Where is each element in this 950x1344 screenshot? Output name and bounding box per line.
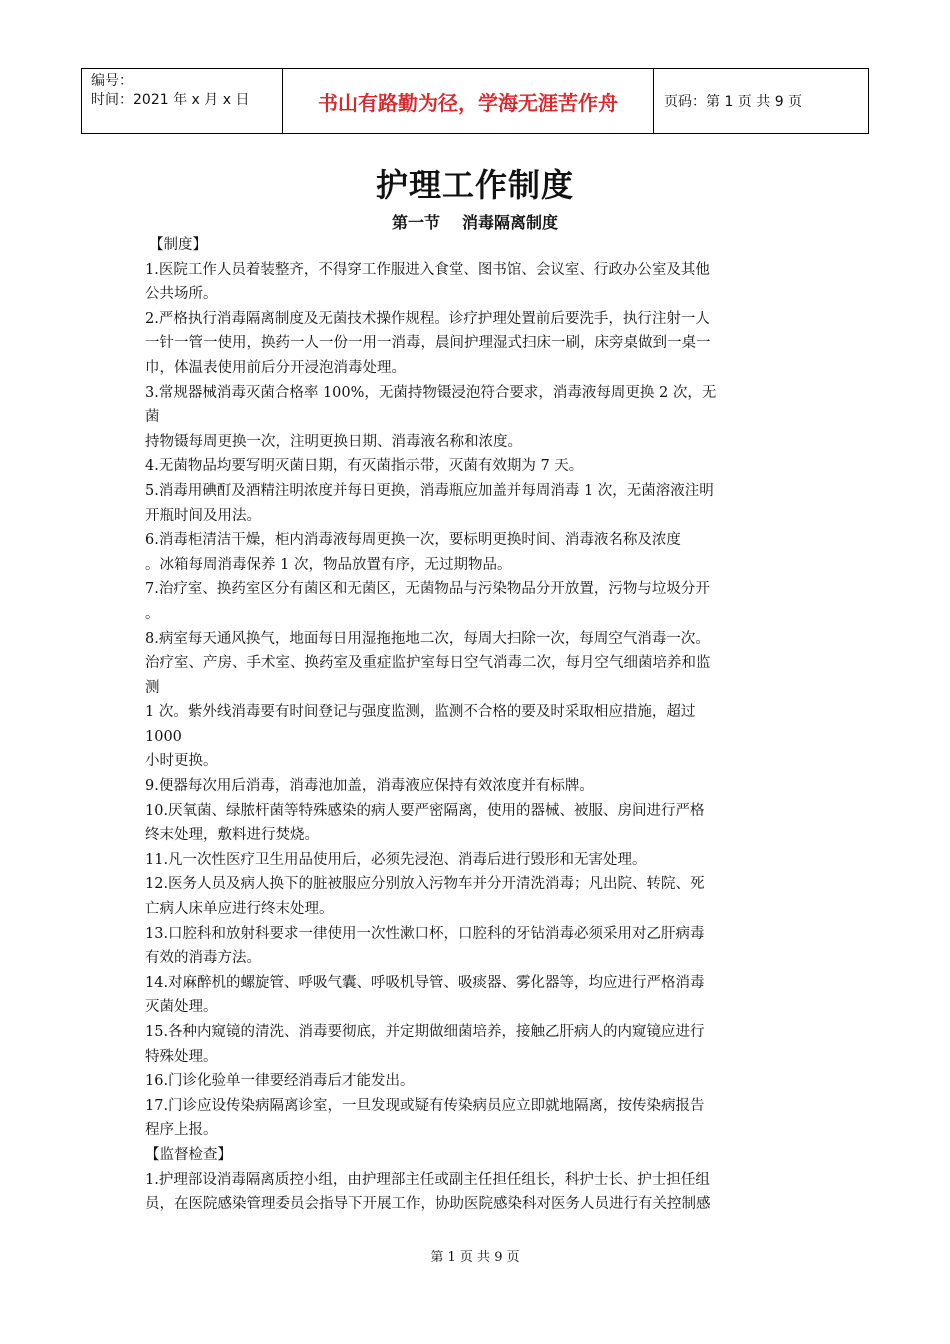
body-line: 小时更换。 [145, 753, 218, 770]
body-line: 1.护理部设消毒隔离质控小组，由护理部主任或副主任担任组长，科护士长、护士担任组 [145, 1171, 710, 1188]
body-line: 11.凡一次性医疗卫生用品使用后，必须先浸泡、消毒后进行毁形和无害处理。 [145, 851, 647, 868]
body-line: 菌 [145, 409, 160, 426]
body-line: 10.厌氧菌、绿脓杆菌等特殊感染的病人要严密隔离，使用的器械、被服、房间进行严格 [145, 802, 705, 819]
section-name: 消毒隔离制度 [462, 213, 559, 232]
body-line: 测 [145, 679, 160, 696]
body-line: 5.消毒用碘酊及酒精注明浓度并每日更换，消毒瓶应加盖并每周消毒 1 次，无菌溶液注明 [145, 482, 714, 499]
body-line: 巾，体温表使用前后分开浸泡消毒处理。 [145, 359, 406, 376]
document-title: 护理工作制度 [375, 166, 574, 204]
time-label: 时间：2021 年 x 月 x 日 [91, 92, 250, 108]
body-line: 。 [145, 605, 160, 622]
body-line: 9.便器每次用后消毒，消毒池加盖，消毒液应保持有效浓度并有标牌。 [145, 778, 594, 795]
body-line: 17.门诊应设传染病隔离诊室，一旦发现或疑有传染病员应立即就地隔离，按传染病报告 [145, 1097, 705, 1114]
body-line: 员，在医院感染管理委员会指导下开展工作，协助医院感染科对医务人员进行有关控制感 [145, 1196, 711, 1213]
page-info: 页码：第 1 页 共 9 页 [664, 94, 803, 110]
body-line: 8.病室每天通风换气，地面每日用湿拖拖地二次，每周大扫除一次，每周空气消毒一次。 [145, 630, 710, 647]
page-footer: 第 1 页 共 9 页 [430, 1250, 520, 1265]
body-line: 【制度】 [149, 237, 207, 253]
body-line: 1 次。紫外线消毒要有时间登记与强度监测，监测不合格的要及时采取相应措施，超过 [145, 704, 696, 721]
header-meta [82, 69, 283, 133]
body-line: 14.对麻醉机的螺旋管、呼吸气囊、呼吸机导管、吸痰器、雾化器等，均应进行严格消毒 [145, 974, 705, 991]
body-line: 【监督检查】 [145, 1146, 232, 1163]
body-line: 公共场所。 [145, 286, 218, 303]
body-line: 亡病人床单应进行终末处理。 [145, 901, 334, 918]
body-line: 一针一管一使用，换药一人一份一用一消毒，晨间护理湿式扫床一刷，床旁桌做到一桌一 [145, 335, 711, 352]
body-line: 特殊处理。 [145, 1048, 218, 1065]
body-line: 2.严格执行消毒隔离制度及无菌技术操作规程。诊疗护理处置前后要洗手，执行注射一人 [145, 310, 710, 327]
section-title [0, 210, 950, 233]
body-line: 6.消毒柜清洁干燥，柜内消毒液每周更换一次，要标明更换时间、消毒液名称及浓度 [145, 532, 681, 549]
body-line: 1000 [145, 728, 182, 745]
page-header [81, 68, 869, 134]
section-number: 第一节 [391, 213, 440, 232]
body-line: 灭菌处理。 [145, 999, 218, 1016]
body-line: 治疗室、产房、手术室、换药室及重症监护室每日空气消毒二次，每月空气细菌培养和监 [145, 655, 711, 672]
body-line: 终末处理，敷料进行焚烧。 [145, 827, 319, 844]
body-line: 持物镊每周更换一次，注明更换日期、消毒液名称和浓度。 [145, 433, 522, 450]
body-line: 程序上报。 [145, 1122, 218, 1139]
body-line: 13.口腔科和放射科要求一律使用一次性漱口杯，口腔科的牙钻消毒必须采用对乙肝病毒 [145, 925, 705, 942]
body-line: 7.治疗室、换药室区分有菌区和无菌区，无菌物品与污染物品分开放置，污物与垃圾分开 [145, 581, 710, 598]
body-line: 4.无菌物品均要写明灭菌日期，有灭菌指示带，灭菌有效期为 7 天。 [145, 458, 584, 475]
body-line: 有效的消毒方法。 [145, 950, 261, 967]
body-line: 1.医院工作人员着装整齐，不得穿工作服进入食堂、图书馆、会议室、行政办公室及其他 [145, 261, 710, 278]
body-line: 12.医务人员及病人换下的脏被服应分别放入污物车并分开清洗消毒；凡出院、转院、死 [145, 876, 705, 893]
document-body [145, 233, 805, 1217]
body-line: 15.各种内窥镜的清洗、消毒要彻底，并定期做细菌培养，接触乙肝病人的内窥镜应进行 [145, 1024, 705, 1040]
body-line: 16.门诊化验单一律要经消毒后才能发出。 [145, 1073, 415, 1090]
body-line: 开瓶时间及用法。 [145, 507, 261, 524]
body-line: 。冰箱每周消毒保养 1 次，物品放置有序，无过期物品。 [145, 556, 512, 573]
number-label: 编号： [91, 73, 133, 89]
motto: 书山有路勤为径，学海无涯苦作舟 [283, 69, 654, 133]
body-line: 3.常规器械消毒灭菌合格率 100%，无菌持物镊浸泡符合要求，消毒液每周更换 2 次，无 [145, 384, 717, 401]
